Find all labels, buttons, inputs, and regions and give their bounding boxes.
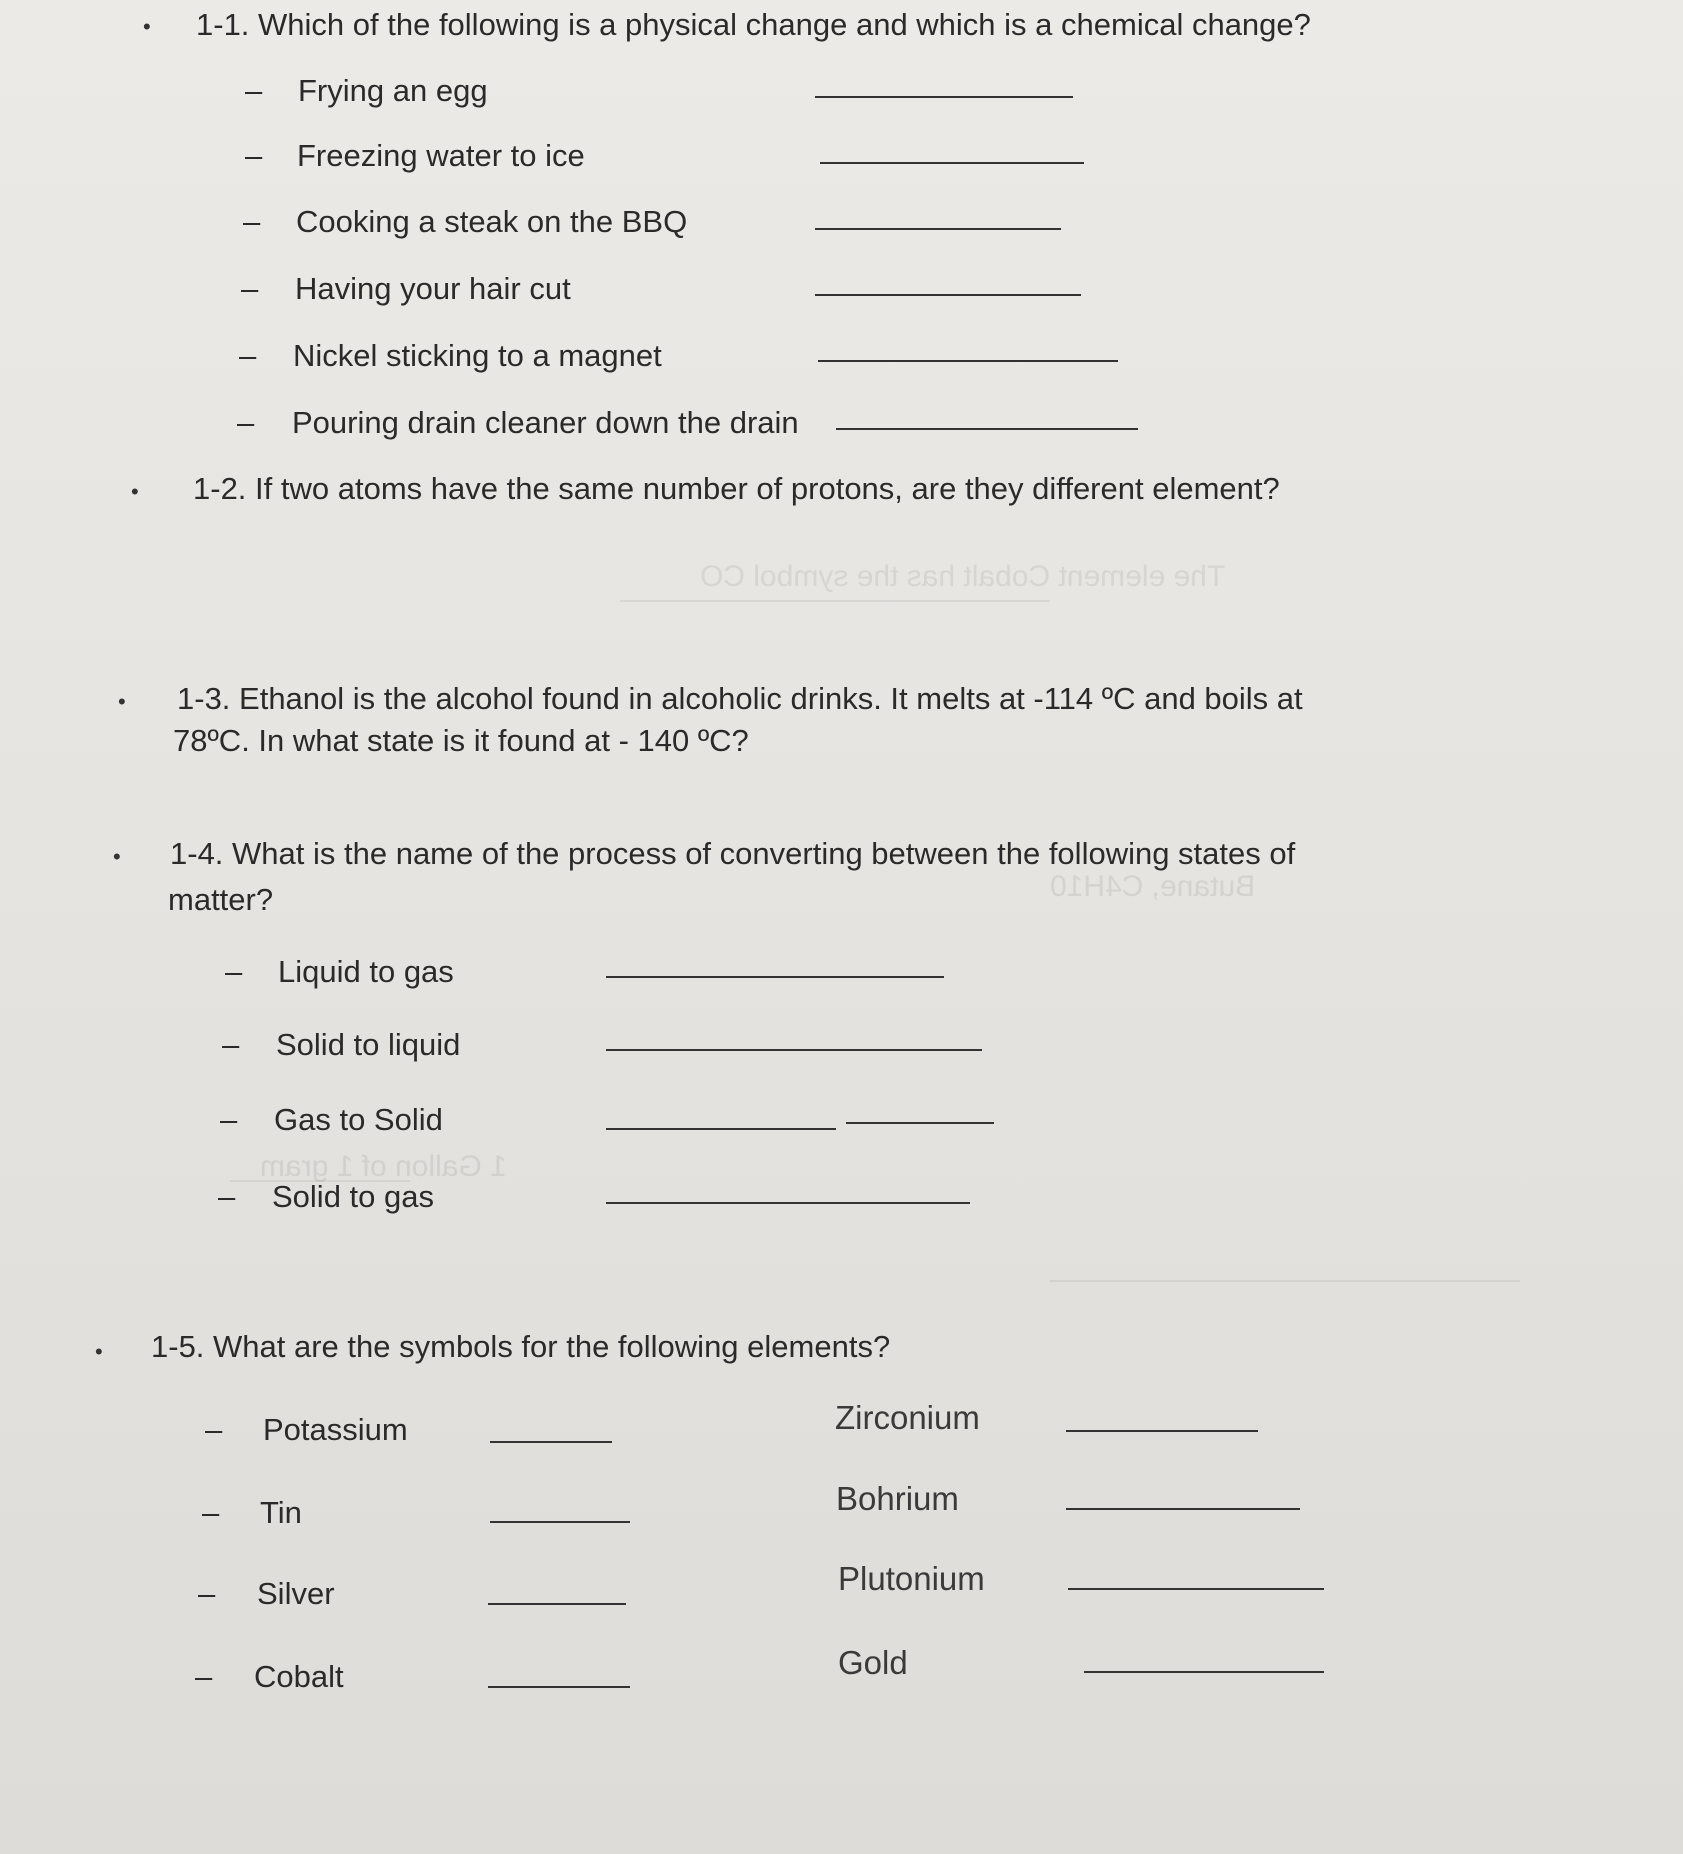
answer-blank[interactable] xyxy=(488,1603,626,1605)
bleed-through-line xyxy=(620,600,1050,602)
answer-blank[interactable] xyxy=(846,1122,994,1124)
q4-item-2: Solid to liquid xyxy=(276,1027,461,1062)
q1-item-3: Cooking a steak on the BBQ xyxy=(296,204,688,239)
answer-blank[interactable] xyxy=(1068,1588,1324,1590)
answer-blank[interactable] xyxy=(606,1049,982,1051)
bullet: • xyxy=(95,1339,103,1364)
question-1-3-line-2: 78ºC. In what state is it found at - 140 ºC? xyxy=(173,723,749,758)
answer-blank[interactable] xyxy=(606,1202,970,1204)
answer-blank[interactable] xyxy=(488,1686,630,1688)
dash: – xyxy=(195,1659,213,1694)
element-right-1: Zirconium xyxy=(835,1399,980,1436)
answer-blank[interactable] xyxy=(815,228,1061,230)
dash: – xyxy=(222,1027,240,1062)
bleed-through-text: The element Cobalt has the symbol CO xyxy=(700,560,1226,593)
dash: – xyxy=(237,405,255,440)
element-left-1: Potassium xyxy=(263,1412,408,1447)
q1-item-6: Pouring drain cleaner down the drain xyxy=(292,405,799,440)
element-left-3: Silver xyxy=(257,1576,335,1611)
answer-blank[interactable] xyxy=(606,976,944,978)
answer-blank[interactable] xyxy=(490,1441,612,1443)
bullet: • xyxy=(113,844,121,869)
bullet: • xyxy=(131,479,139,504)
answer-blank[interactable] xyxy=(490,1521,630,1523)
question-1-3-line-1: 1-3. Ethanol is the alcohol found in alcoholic drinks. It melts at -114 ºC and boils at xyxy=(177,681,1303,716)
answer-blank[interactable] xyxy=(815,294,1081,296)
bleed-through-text: Butane, C4H10 xyxy=(1050,870,1256,903)
dash: – xyxy=(198,1576,216,1611)
answer-blank[interactable] xyxy=(606,1128,836,1130)
q4-item-4: Solid to gas xyxy=(272,1179,434,1214)
answer-blank[interactable] xyxy=(1066,1508,1300,1510)
answer-blank[interactable] xyxy=(1066,1430,1258,1432)
q1-item-4: Having your hair cut xyxy=(295,271,571,306)
dash: – xyxy=(245,73,263,108)
answer-blank[interactable] xyxy=(818,360,1118,362)
dash: – xyxy=(245,138,263,173)
element-left-2: Tin xyxy=(260,1495,302,1530)
element-right-3: Plutonium xyxy=(838,1560,985,1597)
dash: – xyxy=(241,271,259,306)
answer-blank[interactable] xyxy=(820,162,1084,164)
dash: – xyxy=(243,204,261,239)
dash: – xyxy=(225,954,243,989)
q1-item-2: Freezing water to ice xyxy=(297,138,585,173)
dash: – xyxy=(202,1495,220,1530)
question-1-2: 1-2. If two atoms have the same number of protons, are they different element? xyxy=(193,471,1280,506)
element-right-2: Bohrium xyxy=(836,1480,959,1517)
q4-item-3: Gas to Solid xyxy=(274,1102,443,1137)
bleed-through-text: 1 Gallon of 1 gram xyxy=(260,1150,507,1183)
answer-blank[interactable] xyxy=(1084,1671,1324,1673)
bleed-through-line xyxy=(1050,1280,1520,1282)
q1-item-1: Frying an egg xyxy=(298,73,488,108)
question-1-4-line-2: matter? xyxy=(168,882,274,917)
q4-item-1: Liquid to gas xyxy=(278,954,454,989)
q1-item-5: Nickel sticking to a magnet xyxy=(293,338,662,373)
answer-blank[interactable] xyxy=(815,96,1073,98)
bullet: • xyxy=(143,14,151,39)
dash: – xyxy=(220,1102,238,1137)
question-1-1: 1-1. Which of the following is a physical change and which is a chemical change? xyxy=(196,7,1311,42)
element-left-4: Cobalt xyxy=(254,1659,344,1694)
dash: – xyxy=(205,1412,223,1447)
question-1-4-line-1: 1-4. What is the name of the process of converting between the following states of xyxy=(170,836,1296,871)
answer-blank[interactable] xyxy=(836,428,1138,430)
dash: – xyxy=(239,338,257,373)
element-right-4: Gold xyxy=(838,1644,908,1681)
question-1-5: 1-5. What are the symbols for the following elements? xyxy=(151,1329,891,1364)
dash: – xyxy=(218,1179,236,1214)
bullet: • xyxy=(118,689,126,714)
